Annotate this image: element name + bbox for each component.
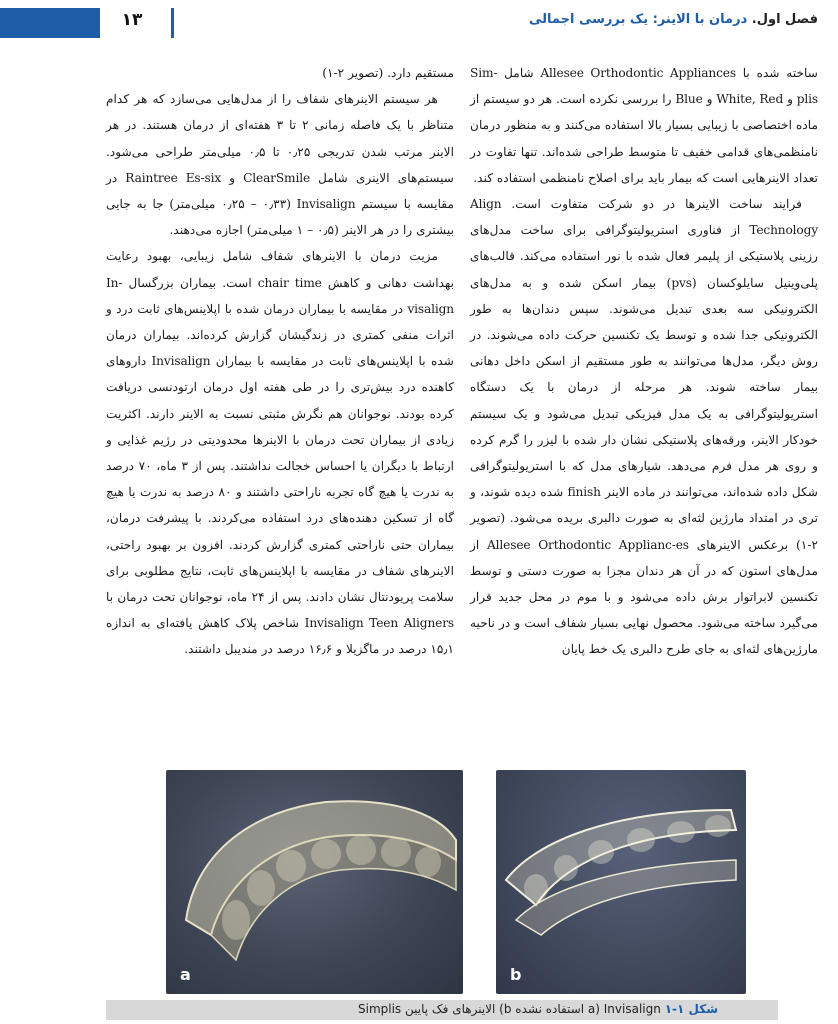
caption-label: شکل ۱-۱ xyxy=(664,1002,718,1016)
header-divider xyxy=(171,8,174,38)
aligner-photo-b xyxy=(496,770,746,994)
figure-label-a: a xyxy=(180,965,191,984)
page-header xyxy=(0,0,838,44)
chapter-label: فصل اول. xyxy=(751,12,818,27)
chapter-title xyxy=(185,12,818,27)
chapter-subtitle: درمان با الاینر: یک بررسی اجمالی xyxy=(529,12,748,27)
text-column-left xyxy=(106,60,454,663)
figure-caption-bar xyxy=(106,1000,778,1020)
aligner-illustration-a xyxy=(166,770,463,994)
figure-label-b: b xyxy=(510,965,522,984)
caption-text: a) Invisalign استفاده نشده b) الاینرهای فک پایین Simplis xyxy=(358,1002,665,1016)
figure-caption xyxy=(358,1002,718,1016)
text-column-right xyxy=(470,60,818,663)
aligner-photo-a xyxy=(166,770,463,994)
paragraph: مستقیم دارد. (تصویر ۲-۱) xyxy=(322,66,454,80)
figure xyxy=(166,770,746,996)
header-color-block xyxy=(0,8,100,38)
paragraph: هر سیستم الاینرهای شفاف را از مدل‌هایی می‌سازد که هر کدام متناظر با یک فاصله زمانی ۲ تا ۳ هفته‌ای از درمان هستند. در هر الاینر مرتب شدن تدریجی ۰٫۲۵ تا ۰٫۵ میلی‌متر طراحی می‌شود. سیستم‌های الاینری شامل ClearSmile و Raintree Es-six در مقایسه با سیستم Invisalign (۰٫۲۵ – ۰٫۳۳ میلی‌متر) جا به جایی بیشتری را در هر الاینر (۰٫۵ – ۱ میلی‌متر) اجازه می‌دهند. xyxy=(106,92,455,238)
paragraph: مزیت درمان با الاینرهای شفاف شامل زیبایی، بهبود رعایت بهداشت دهانی و کاهش chair time است. بیماران بزرگسال In-visalign در مقایسه با بیماران درمان شده با اپلاینس‌های ثابت درد و اثرات منفی کمتری در زندگیشان گزارش کرده‌اند. بیماران درمان شده با اپلاینس‌های ثابت در مقایسه با بیماران Invisalign داروهای کاهنده درد بیش‌تری را در طی هفته اول درمان ارتودنسی دریافت کرده بودند. نوجوانان هم نگرش مثبتی نسبت به الاینر دارند. اکثریت زیادی از بیماران تحت درمان با الاینرها محدودیتی در رژیم غذایی و ارتباط با دیگران یا احساس خجالت نداشتند. پس از ۳ ماه، ۷۰ درصد به ندرت یا هیچ گاه تجربه ناراحتی داشتند و ۸۰ درصد به ندرت یا هیچ گاه از تسکین دهنده‌های درد استفاده می‌کردند. با پیشرفت درمان، بیماران حتی ناراحتی کمتری گزارش کردند. افزون بر بهبود راحتی، الاینرهای شفاف در مقایسه با اپلاینس‌های ثابت، نتایج مطلوبی برای سلامت پریودنتال نشان دادند. پس از ۲۴ ماه، نوجوانان تحت درمان با Invisalign Teen Aligners شاخص پلاک کاهش یافته‌ای به اندازه ۱۵٫۱ درصد در ماگزیلا و ۱۶٫۶ درصد در مندیبل داشتند. xyxy=(106,249,455,657)
paragraph: ساخته شده با Allesee Orthodontic Appliances شامل Sim-plis و White, Red و Blue را بررسی نکرده است. هر دو سیستم از ماده اختصاصی با زیبایی بسیار بالا استفاده می‌کنند و به منظور درمان نامنظمی‌های قدامی خفیف تا متوسط طراحی شده‌اند. تنها تفاوت در تعداد الاینرهایی است که بیمار باید برای اصلاح نامنظمی استفاده کند. xyxy=(470,66,819,185)
paragraph: فرایند ساخت الاینرها در دو شرکت متفاوت است. Align Technology از فناوری استریولیتوگرافی برای ساخت مدل‌های رزینی پلاستیکی از پلیمر فعال شده با نور استفاده می‌کند. قالب‌های پلی‌وینیل سایلوکسان (pvs) بیمار اسکن شده و به مدل‌های الکترونیکی سه بعدی تبدیل می‌شوند. سپس دندان‌ها به طور الکترونیکی جدا شده و توسط یک تکنسین حرکت داده می‌شوند. در روش دیگر، مدل‌ها می‌توانند به طور مستقیم از اسکن داخل دهانی بیمار ساخته شوند. هر مرحله از درمان با یک دستگاه استریولیتوگرافی به یک مدل فیزیکی تبدیل می‌شود و یک سیستم خودکار الاینر، ورقه‌های پلاستیکی نشان دار شده با لیزر را گرم کرده و روی هر مدل فرم می‌دهد. شیارهای مدل که با استریولیتوگرافی شکل داده شده‌اند، می‌توانند در ماده الاینر finish شده دیده شوند، و تری در امتداد مارژین لثه‌ای به صورت دالبری بریده می‌شود. (تصویر ۲-۱) برعکس الاینرهای Allesee Orthodontic Applianc-es از مدل‌های استون که در آن هر دندان مجزا به صورت دستی و توسط تکنسین لابراتوار برش داده می‌شود و با موم در محل جدید قرار می‌گیرد ساخته می‌شود. محصول نهایی بسیار شفاف است و در ناحیه مارژین‌های لثه‌ای به جای طرح دالبری یک خط پایان xyxy=(470,197,818,657)
page-number: ۱۳ xyxy=(121,10,143,30)
aligner-illustration-b xyxy=(496,770,746,994)
